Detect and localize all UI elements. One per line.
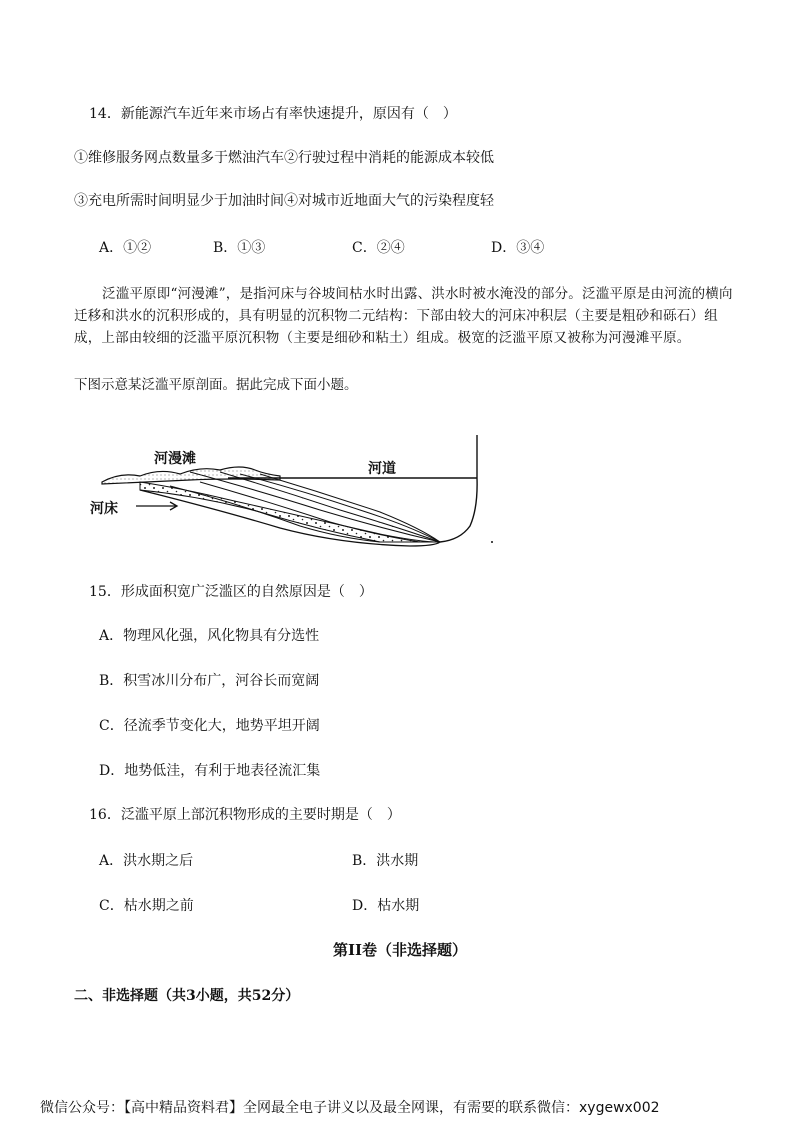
q15-option-d: D．地势低洼，有利于地表径流汇集	[99, 763, 321, 779]
section-title: 第II卷（非选择题）	[332, 941, 468, 959]
q14-option-d: D．③④	[491, 240, 545, 256]
q14-option-c: C．②④	[352, 240, 405, 256]
passage-paragraph: 泛滥平原即“河漫滩”，是指河床与谷坡间枯水时出露、洪水时被水淹没的部分。泛滥平原是由河流的横向迁移和洪水的沉积形成的，具有明显的沉积物二元结构：下部由较大的河床冲积层（主要是粗砂和砾石）组成，上部由较细的泛滥平原沉积物（主要是细砂和粘土）组成。极宽的泛滥平原又被称为河漫滩平原。	[74, 286, 733, 346]
q16-option-a: A．洪水期之后	[99, 853, 194, 869]
q14-option-b: B．①③	[213, 240, 266, 256]
label-riverbed: 河床	[90, 501, 118, 517]
passage-instruction: 下图示意某泛滥平原剖面。据此完成下面小题。	[74, 377, 358, 393]
q16-option-d: D．枯水期	[352, 898, 420, 914]
section-heading: 二、非选择题（共3小题，共52分）	[74, 988, 300, 1004]
q16-option-b: B．洪水期	[352, 853, 419, 869]
q14-stem: 14．新能源汽车近年来市场占有率快速提升，原因有（ ）	[89, 106, 457, 122]
q14-option-a: A．①②	[99, 240, 152, 256]
label-channel: 河道	[368, 461, 396, 477]
q14-statements-1: ①维修服务网点数量多于燃油汽车②行驶过程中消耗的能源成本较低	[74, 150, 494, 166]
q15-option-b: B．积雪冰川分布广，河谷长而宽阔	[99, 673, 320, 689]
label-floodplain: 河漫滩	[154, 451, 196, 467]
q15-option-c: C．径流季节变化大，地势平坦开阔	[99, 718, 320, 734]
q16-option-c: C．枯水期之前	[99, 898, 194, 914]
q14-statements-2: ③充电所需时间明显少于加油时间④对城市近地面大气的污染程度轻	[74, 193, 494, 209]
riverbed-deposit	[140, 482, 440, 542]
right-bank	[440, 435, 477, 542]
q15-option-a: A．物理风化强，风化物具有分选性	[99, 628, 320, 644]
footer-wechat-notice: 微信公众号：【高中精品资料君】全网最全电子讲义以及最全网课，有需要的联系微信：xygewx002	[40, 1100, 660, 1116]
q16-stem: 16．泛滥平原上部沉积物形成的主要时期是（ ）	[89, 807, 401, 823]
floodplain-surface	[102, 467, 280, 484]
q15-stem: 15．形成面积宽广泛滥区的自然原因是（ ）	[89, 584, 373, 600]
floodplain-cross-section-diagram	[80, 430, 510, 555]
